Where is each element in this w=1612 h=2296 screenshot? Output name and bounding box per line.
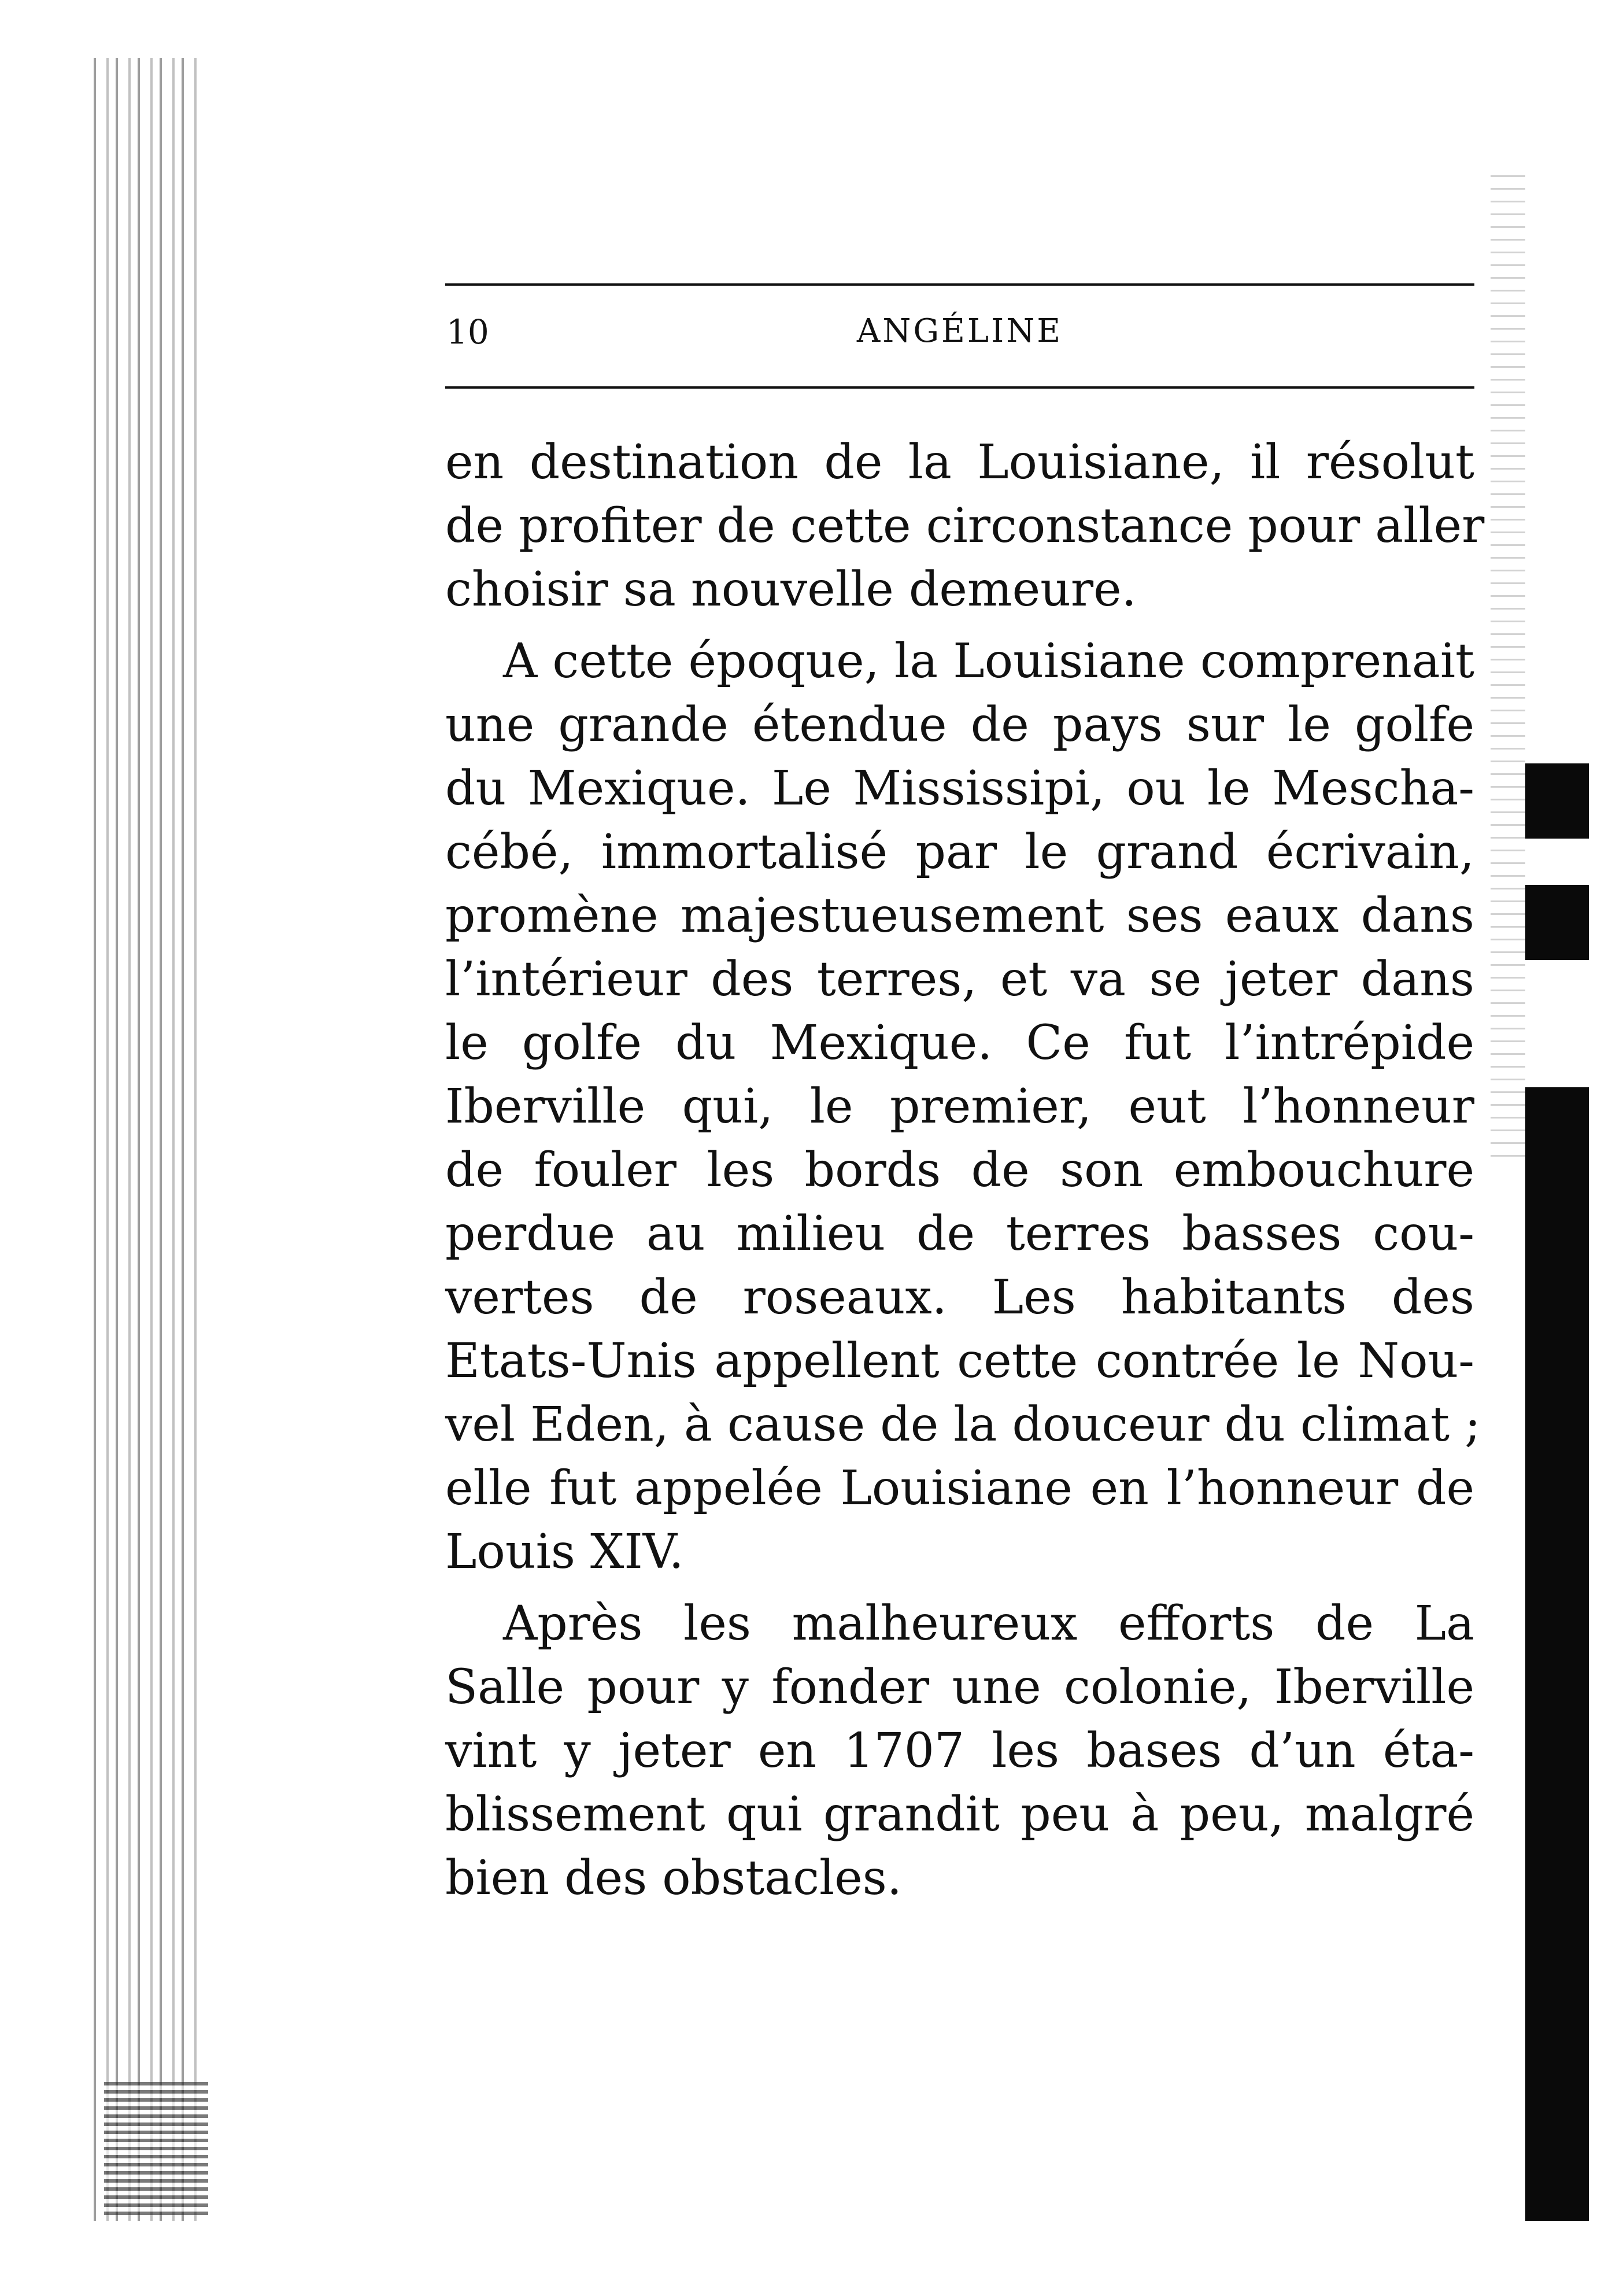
- body-text: [445, 431, 1485, 1910]
- text-line: cébé, immortalisé par le grand écrivain,: [445, 825, 1474, 880]
- text-line: l’intérieur des terres, et va se jeter dans: [445, 952, 1474, 1007]
- header-rule-bottom: [445, 386, 1474, 389]
- text-line: Iberville qui, le premier, eut l’honneur: [445, 1079, 1474, 1134]
- text-line: du Mexique. Le Mississipi, ou le Mescha-: [445, 761, 1474, 816]
- scan-edge-block: [1525, 885, 1589, 960]
- page-number: 10: [446, 312, 489, 352]
- text-line: blissement qui grandit peu à peu, malgré: [445, 1787, 1474, 1842]
- text-line: en destination de la Louisiane, il résolut: [445, 435, 1474, 490]
- text-line: A cette époque, la Louisiane comprenait: [503, 634, 1474, 689]
- text-line: vel Eden, à cause de la douceur du climat ;: [445, 1397, 1481, 1452]
- text-line: Salle pour y fonder une colonie, Iberville: [445, 1660, 1474, 1715]
- text-line: le golfe du Mexique. Ce fut l’intrépide: [445, 1016, 1474, 1071]
- scan-edge-block: [1525, 763, 1589, 839]
- text-line: bien des obstacles.: [445, 1851, 902, 1906]
- text-line: Etats-Unis appellent cette contrée le Nou-: [445, 1334, 1474, 1389]
- header-rule-top: [445, 283, 1474, 286]
- text-line: une grande étendue de pays sur le golfe: [445, 697, 1474, 752]
- text-line: de fouler les bords de son embouchure: [445, 1143, 1474, 1198]
- text-line: perdue au milieu de terres basses cou-: [445, 1206, 1474, 1261]
- text-line: promène majestueusement ses eaux dans: [445, 888, 1474, 943]
- scan-binding-shadow: [87, 58, 202, 2221]
- paragraph: [445, 630, 1481, 1584]
- text-line: de profiter de cette circonstance pour aller: [445, 499, 1485, 553]
- paragraph: [445, 1592, 1474, 1910]
- text-line: elle fut appelée Louisiane en l’honneur de: [445, 1461, 1474, 1516]
- text-line: Après les malheureux efforts de La: [503, 1596, 1474, 1651]
- paragraph: [445, 431, 1485, 622]
- text-line: Louis XIV.: [445, 1524, 684, 1579]
- text-line: vint y jeter en 1707 les bases d’un éta-: [445, 1723, 1474, 1778]
- scan-binding-shadow-bottom: [104, 2082, 208, 2215]
- scan-edge-block: [1525, 1087, 1589, 2221]
- running-title: ANGÉLINE: [856, 312, 1063, 350]
- text-line: choisir sa nouvelle demeure.: [445, 562, 1137, 617]
- text-line: vertes de roseaux. Les habitants des: [445, 1270, 1474, 1325]
- scan-edge-noise: [1491, 174, 1525, 1157]
